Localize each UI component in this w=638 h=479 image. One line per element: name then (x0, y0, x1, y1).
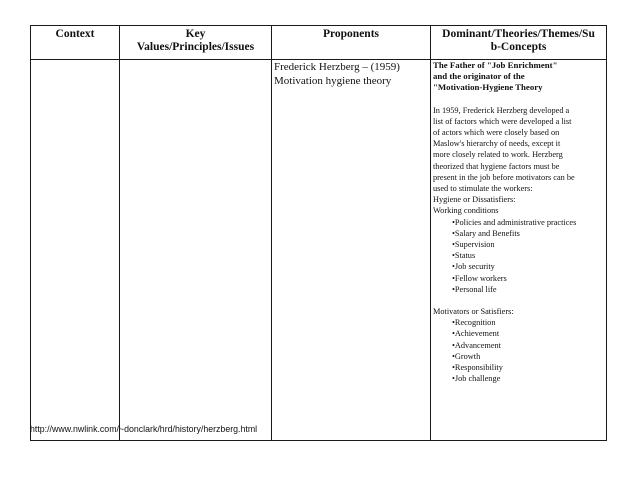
para-line: list of factors which were developed a list (433, 116, 572, 126)
para-line: used to stimulate the workers: (433, 184, 533, 194)
motivator-item: •Advancement (452, 340, 501, 350)
proponent-name: Frederick Herzberg – (1959) (274, 61, 400, 73)
proponent-theory: Motivation hygiene theory (274, 75, 392, 87)
motivator-item: •Recognition (452, 318, 496, 328)
hygiene-item: •Supervision (452, 240, 495, 250)
para-line: Maslow's hierarchy of needs, except it (433, 139, 561, 149)
header-proponents-label: Proponents (322, 28, 380, 40)
spacer (433, 295, 604, 306)
concept-table (30, 25, 607, 441)
para-line: In 1959, Frederick Herzberg developed a (433, 105, 570, 115)
hygiene-heading: Hygiene or Dissatisfiers: (433, 195, 516, 205)
hygiene-item: •Salary and Benefits (452, 228, 520, 238)
header-dominant-line1: Dominant/Theories/Themes/Su (442, 28, 595, 40)
header-proponents (272, 26, 431, 60)
header-context (31, 26, 120, 60)
cell-key-values (120, 60, 272, 441)
dominant-title-line3: "Motivation-Hygiene Theory (433, 82, 543, 93)
header-key-values (120, 26, 272, 60)
para-line: of actors which were closely based on (433, 128, 560, 138)
spacer (433, 94, 604, 105)
motivator-item: •Achievement (452, 329, 500, 339)
hygiene-item: •Fellow workers (452, 273, 507, 283)
para-line: theorized that hygiene factors must be (433, 161, 560, 171)
header-dominant-line2: b-Concepts (490, 41, 547, 53)
header-key-line2: Values/Principles/Issues (136, 41, 255, 53)
table-header-row (31, 26, 607, 60)
source-url[interactable]: http://www.nwlink.com/~donclark/hrd/history/herzberg.html (30, 424, 258, 434)
hygiene-item: •Personal life (452, 284, 497, 294)
motivator-item: •Growth (452, 351, 481, 361)
hygiene-item: •Job security (452, 262, 495, 272)
header-dominant (431, 26, 607, 60)
para-line: more closely related to work. Herzberg (433, 150, 563, 160)
cell-proponents (272, 60, 431, 441)
header-key-line1: Key (185, 28, 206, 40)
dominant-title-line1: The Father of "Job Enrichment" (433, 60, 558, 70)
table-row (31, 60, 607, 441)
para-line: present in the job before motivators can be (433, 172, 575, 182)
header-context-label: Context (55, 28, 95, 40)
motivators-heading: Motivators or Satisfiers: (433, 307, 514, 317)
dominant-title-line2: and the originator of the (433, 71, 525, 82)
motivator-item: •Job challenge (452, 374, 501, 384)
hygiene-item: •Status (452, 251, 476, 261)
working-conditions: Working conditions (433, 206, 499, 216)
motivator-item: •Responsibility (452, 363, 503, 373)
hygiene-item: •Policies and administrative practices (452, 217, 577, 227)
cell-dominant (431, 60, 607, 441)
cell-context (31, 60, 120, 441)
